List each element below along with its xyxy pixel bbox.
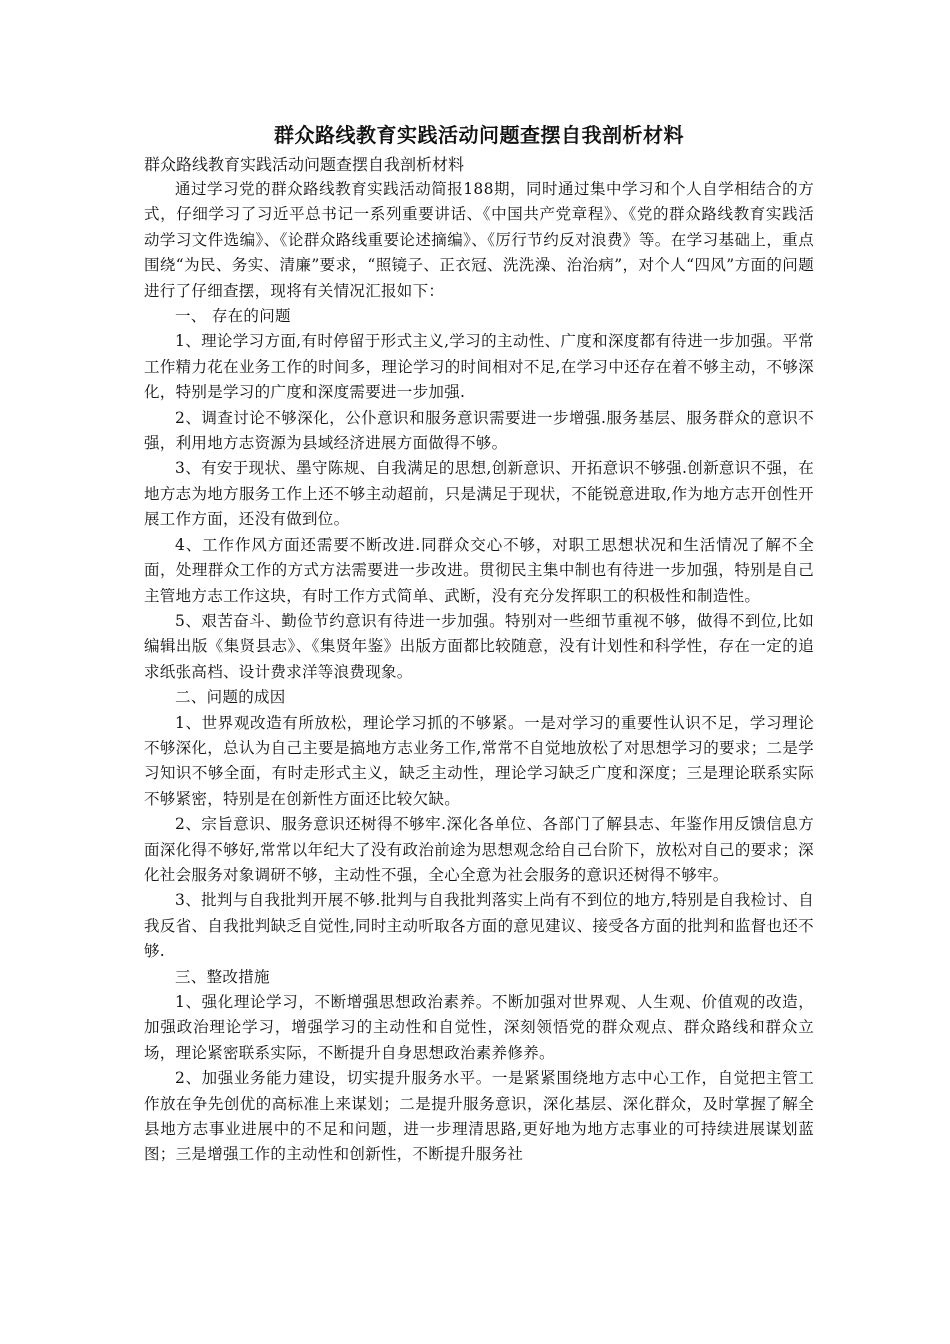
section-heading-causes: 二、问题的成因 (175, 688, 286, 707)
document-page (144, 120, 814, 1168)
cause-item-3: 3、批判与自我批判开展不够.批判与自我批判落实上尚有不到位的地方,特别是自我检讨、自我反省、自我批判缺乏自觉性,同时主动听取各方面的意见建议、接受各方面的批判和监督也还不够. (144, 891, 814, 961)
problem-item-1: 1、理论学习方面,有时停留于形式主义,学习的主动性、广度和深度都有待进一步加强。平常工作精力花在业务工作的时间多，理论学习的时间相对不足,在学习中还存在着不够主动，不够深化，特别是学习的广度和深度需要进一步加强. (144, 332, 814, 402)
problem-item-5: 5、艰苦奋斗、勤俭节约意识有待进一步加强。特别对一些细节重视不够，做得不到位,比如编辑出版《集贤县志》、《集贤年鉴》出版方面都比较随意，没有计划性和科学性，存在一定的追求纸张高档、设计费求洋等浪费现象。 (144, 611, 814, 681)
cause-item-2: 2、宗旨意识、服务意识还树得不够牢.深化各单位、各部门了解县志、年鉴作用反馈信息方面深化得不够好,常常以年纪大了没有政治前途为思想观念给自己台阶下，放松对自己的要求；深化社会服务对象调研不够，主动性不强，全心全意为社会服务的意识还树得不够牢。 (144, 815, 814, 884)
intro-paragraph: 通过学习党的群众路线教育实践活动简报188期，同时通过集中学习和个人自学相结合的方式，仔细学习了习近平总书记一系列重要讲话、《中国共产党章程》、《党的群众路线教育实践活动学习文件选编》、《论群众路线重要论述摘编》、《厉行节约反对浪费》等。在学习基础上，重点围绕“为民、务实、清廉”要求，“照镜子、正衣冠、洗洗澡、治治病”，对个人“四风”方面的问题进行了仔细查摆，现将有关情况汇报如下： (144, 180, 814, 300)
cause-item-1: 1、世界观改造有所放松，理论学习抓的不够紧。一是对学习的重要性认识不足，学习理论不够深化，总认为自己主要是搞地方志业务工作,常常不自觉地放松了对思想学习的要求；二是学习知识不够全面，有时走形式主义，缺乏主动性，理论学习缺乏广度和深度；三是理论联系实际不够紧密，特别是在创新性方面还比较欠缺。 (144, 713, 814, 808)
section-heading-measures: 三、整改措施 (175, 967, 270, 986)
document-title: 群众路线教育实践活动问题查摆自我剖析材料 (274, 123, 684, 147)
problem-item-3: 3、有安于现状、墨守陈规、自我满足的思想,创新意识、开拓意识不够强.创新意识不强，在地方志为地方服务工作上还不够主动超前，只是满足于现状，不能锐意进取,作为地方志开创性开展工作方面，还没有做到位。 (144, 459, 814, 529)
document-subtitle: 群众路线教育实践活动问题查摆自我剖析材料 (144, 155, 465, 174)
problem-item-2: 2、调查讨论不够深化，公仆意识和服务意识需要进一步增强.服务基层、服务群众的意识不强，利用地方志资源为县域经济进展方面做得不够。 (144, 408, 814, 453)
problem-item-4: 4、工作作风方面还需要不断改进.同群众交心不够，对职工思想状况和生活情况了解不全面，处理群众工作的方式方法需要进一步改进。贯彻民主集中制也有待进一步加强，特别是自己主管地方志工作这块，有时工作方式简单、武断，没有充分发挥职工的积极性和制造性。 (144, 535, 814, 605)
section-heading-problems: 一、 存在的问题 (175, 307, 291, 326)
measure-item-1: 1、强化理论学习，不断增强思想政治素养。不断加强对世界观、人生观、价值观的改造，加强政治理论学习，增强学习的主动性和自觉性，深刻领悟党的群众观点、群众路线和群众立场，理论紧密联系实际，不断提升自身思想政治素养修养。 (144, 993, 814, 1062)
measure-item-2: 2、加强业务能力建设，切实提升服务水平。一是紧紧围绕地方志中心工作，自觉把主管工作放在争先创优的高标准上来谋划；二是提升服务意识，深化基层、深化群众，及时掌握了解全县地方志事业进展中的不足和问题，进一步理清思路,更好地为地方志事业的可持续进展谋划蓝图；三是增强工作的主动性和创新性，不断提升服务社 (144, 1069, 814, 1164)
